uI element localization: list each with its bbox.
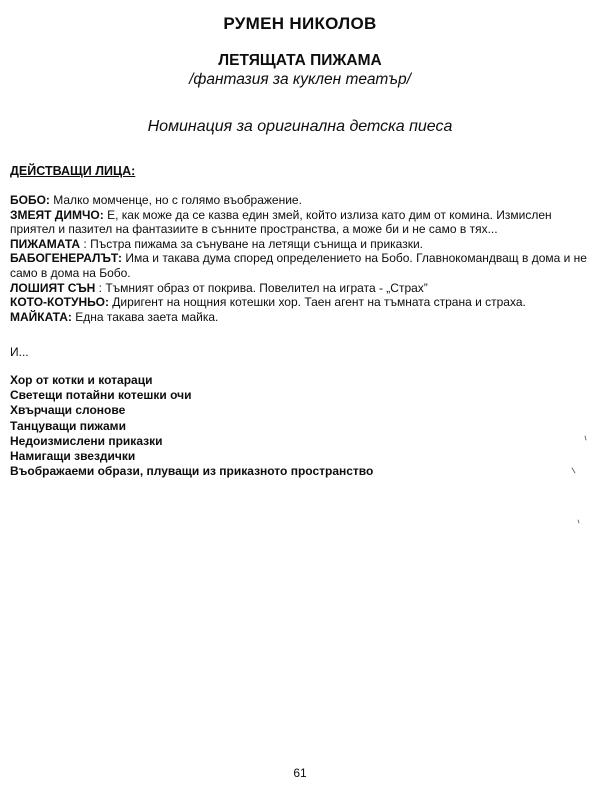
cast-item-bobo bbox=[10, 193, 590, 208]
character-description: Има и такава дума според определението на Бобо. Главнокомандващ в дома и не само в дома на Бобо. bbox=[10, 251, 587, 280]
extras-list bbox=[10, 373, 373, 479]
page-number: 61 bbox=[293, 766, 307, 780]
scan-speck bbox=[585, 436, 586, 440]
extra-item: Намигащи звездички bbox=[10, 449, 136, 464]
extra-item: Въображаеми образи, плуващи из приказното пространство bbox=[10, 464, 374, 479]
play-title: ЛЕТЯЩАТА ПИЖАМА bbox=[218, 52, 382, 69]
scan-speck bbox=[572, 468, 575, 473]
character-description: Малко момченце, но с голямо въображение. bbox=[49, 193, 302, 207]
character-description: : Тъмният образ от покрива. Повелител на играта - „Страх” bbox=[95, 280, 428, 295]
character-description: Диригент на нощния котешки хор. Таен агент на тъмната страна и страха. bbox=[108, 295, 526, 310]
cast-heading: ДЕЙСТВАЩИ ЛИЦА: bbox=[10, 164, 136, 178]
character-name: КОТО-КОТУНЬО: bbox=[10, 295, 109, 310]
extra-item: Хор от котки и котараци bbox=[10, 373, 153, 387]
character-description: Е, как може да се казва един змей, който излиза като дим от комина. Измислен приятел и пазител на фантазиите в сънните пространства, а може би и не само в тях... bbox=[10, 207, 552, 237]
extra-item: Светещи потайни котешки очи bbox=[10, 388, 192, 403]
and-text: И... bbox=[10, 345, 29, 359]
character-name: ЛОШИЯТ СЪН bbox=[10, 280, 96, 295]
extra-item: Недоизмислени приказки bbox=[10, 433, 163, 448]
extra-item: Хвърчащи слонове bbox=[10, 403, 126, 418]
character-name: БАБОГЕНЕРАЛЪТ: bbox=[10, 251, 123, 266]
cast-item-grandma-general bbox=[10, 251, 590, 280]
character-description: Една такава заета майка. bbox=[71, 309, 219, 324]
cast-list bbox=[10, 193, 590, 324]
extra-item: Танцуващи пижами bbox=[10, 418, 126, 433]
cast-item-dragon-dimcho bbox=[10, 208, 590, 237]
cast-item-mother bbox=[10, 310, 590, 325]
cast-item-pajama bbox=[10, 237, 590, 252]
play-subtitle: /фантазия за куклен театър/ bbox=[189, 71, 411, 88]
author-name: РУМЕН НИКОЛОВ bbox=[223, 14, 377, 33]
scan-speck bbox=[578, 520, 579, 523]
character-name: БОБО: bbox=[10, 193, 50, 207]
character-name: ПИЖАМАТА bbox=[10, 236, 81, 251]
nomination-line: Номинация за оригинална детска пиеса bbox=[147, 118, 453, 135]
character-description: : Пъстра пижама за сънуване на летящи сънища и приказки. bbox=[80, 236, 424, 251]
character-name: МАЙКАТА: bbox=[10, 309, 72, 324]
character-name: ЗМЕЯТ ДИМЧО: bbox=[10, 207, 104, 222]
cast-item-bad-dream bbox=[10, 281, 590, 296]
cast-item-koto-kotunyo bbox=[10, 295, 590, 310]
